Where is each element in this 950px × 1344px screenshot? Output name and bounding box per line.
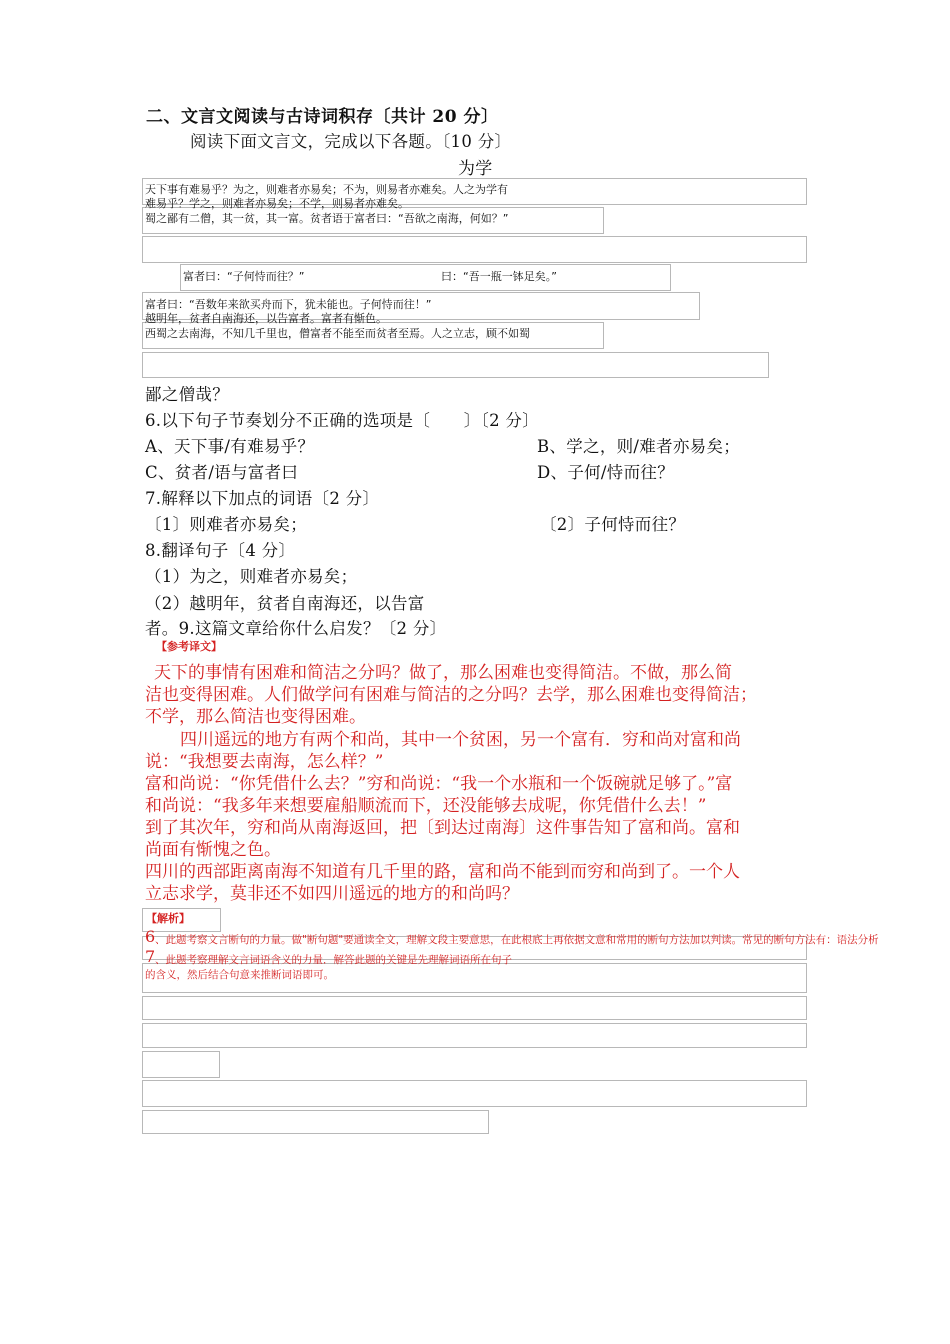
question-9: 者。9.这篇文章给你什么启发？〔2 分〕 [145,619,447,638]
translation-line: 立志求学，莫非还不如四川遥远的地方的和尚吗？ [145,884,519,904]
frame-box [142,352,769,378]
question-7-item: 〔1〕则难者亦易矣； [145,515,307,534]
passage-line: 蜀之鄙有二僧，其一贫，其一富。贫者语于富者曰：“吾欲之南海，何如？” [145,212,509,225]
passage-line: 西蜀之去南海，不知几千里也，僧富者不能至而贫者至焉。人之立志，顾不如蜀 [145,327,530,340]
passage-line: 难易乎？学之，则难者亦易矣；不学，则易者亦难矣。 [145,197,409,210]
frame-box [142,996,807,1020]
translation-line: 和尚说：“我多年来想要雇船顺流而下，还没能够去成呢，你凭借什么去！” [145,796,707,816]
question-7-item: 〔2〕子何恃而往？ [540,515,686,534]
analysis-text: 、此题考察文言断句的力量。做"断句题"要通读全文，理解文段主要意思，在此根底上再依据文意和常用的断句方法加以判读。常见的断句方法有：语法分析 [155,934,879,946]
reference-translation-label: 【参考译文】 [156,640,222,653]
option-d: D、子何/恃而往？ [537,463,674,482]
frame-box [142,1023,807,1048]
translation-line: 四川遥远的地方有两个和尚，其中一个贫困，另一个富有．穷和尚对富和尚 [180,730,741,750]
passage-line: 越明年，贫者自南海还，以告富者。富者有惭色。 [145,312,387,325]
option-c: C、贫者/语与富者曰 [145,463,299,482]
option-a: A、天下事/有难易乎？ [145,437,315,456]
option-b: B、学之，则/难者亦易矣； [537,437,741,456]
passage-title: 为学 [458,159,493,179]
frame-box [142,1110,489,1134]
question-6: 6.以下句子节奏划分不正确的选项是〔 〕〔2 分〕 [145,411,540,430]
reading-instruction: 阅读下面文言文，完成以下各题。〔10 分〕 [190,132,512,151]
translation-line: 洁也变得困难。人们做学问有困难与简洁的之分吗？去学，那么困难也变得简洁； [145,685,757,705]
translation-line: 不学，那么简洁也变得困难。 [145,707,366,727]
analysis-text: 的含义，然后结合句意来推断词语即可。 [145,969,334,981]
translation-line: 四川的西部距离南海不知道有几千里的路，富和尚不能到而穷和尚到了。一个人 [145,862,740,882]
translation-line: 尚面有惭愧之色。 [145,840,281,860]
frame-box [142,1051,220,1078]
section-title: 二、文言文阅读与古诗词积存〔共计 20 分〕 [146,107,499,127]
analysis-text: 、此题考察理解文言词语含义的力量．解答此题的关键是先理解词语所在句子 [155,954,512,966]
translation-line: 天下的事情有困难和简洁之分吗？做了，那么困难也变得简洁。不做，那么简 [154,663,732,683]
analysis-label: 【解析】 [146,912,190,925]
translation-line: 到了其次年，穷和尚从南海返回，把〔到达过南海〕这件事告知了富和尚。富和 [145,818,740,838]
passage-line: 天下事有难易乎？为之，则难者亦易矣；不为，则易者亦难矣。人之为学有 [145,183,508,196]
translation-line: 说：“我想要去南海，怎么样？” [145,752,384,772]
passage-line: 富者曰：“子何恃而往？” [183,270,305,283]
analysis-number: 7 [145,947,156,966]
question-8-item: （2）越明年，贫者自南海还，以告富 [145,594,425,613]
passage-line: 富者曰：“吾数年来欲买舟而下，犹未能也。子何恃而往！” [145,298,432,311]
question-8-item: （1）为之，则难者亦易矣； [145,567,358,586]
analysis-number: 6 [145,927,156,946]
frame-box [142,236,807,263]
translation-line: 富和尚说：“你凭借什么去？”穷和尚说：“我一个水瓶和一个饭碗就足够了。”富 [145,774,733,794]
question-8: 8.翻译句子〔4 分〕 [145,541,296,560]
passage-line: 鄙之僧哉？ [145,385,229,404]
question-7: 7.解释以下加点的词语〔2 分〕 [145,489,380,508]
frame-box [142,1080,807,1107]
passage-line: 曰：“吾一瓶一钵足矣。” [441,270,557,283]
